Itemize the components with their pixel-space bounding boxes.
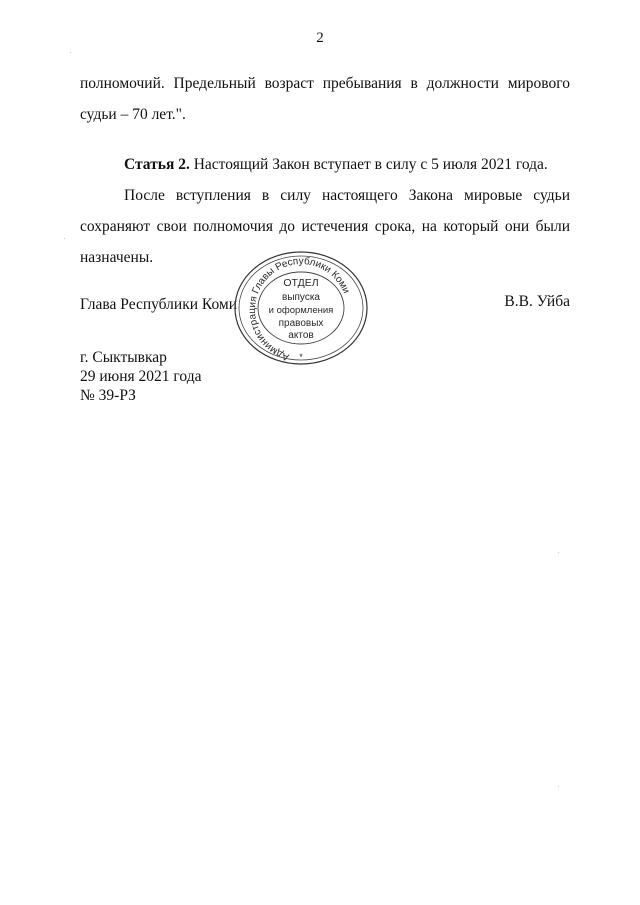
stamp-ring-text: Администрация Главы Республики Коми [246, 255, 352, 363]
city: г. Сыктывкар [80, 349, 167, 366]
official-stamp [232, 248, 370, 366]
article-text: Настоящий Закон вступает в силу с 5 июля 2021 года. [189, 156, 548, 173]
page-number: 2 [316, 30, 324, 46]
scan-speck [558, 552, 559, 553]
article-label: Статья 2. [124, 156, 190, 173]
scan-speck [64, 238, 65, 239]
stamp-star: * [299, 352, 303, 362]
paragraph-3: После вступления в силу настоящего Закона мировые судьи сохраняют свои полномочия до истечения срока, на который они были назначены. [80, 187, 570, 266]
stamp-line-5: актов [288, 330, 314, 341]
signer-title: Глава Республики Коми [80, 296, 238, 313]
stamp-line-2: выпуска [282, 292, 320, 303]
date: 29 июня 2021 года [80, 368, 202, 385]
signer-name: В.В. Уйба [504, 293, 570, 310]
place-date-block [80, 348, 201, 405]
law-number: № 39-РЗ [80, 387, 136, 404]
stamp-line-4: правовых [278, 318, 324, 329]
paragraph-line-2: судьи – 70 лет.". [80, 106, 186, 123]
stamp-line-1: ОТДЕЛ [283, 277, 319, 289]
stamp-line-3: и оформления [268, 305, 334, 316]
scan-speck [558, 786, 559, 787]
scan-speck [70, 52, 71, 53]
paragraph-line-1: полномочий. Предельный возраст пребывания в должности мирового [80, 75, 570, 92]
article-2-paragraph [80, 149, 570, 180]
